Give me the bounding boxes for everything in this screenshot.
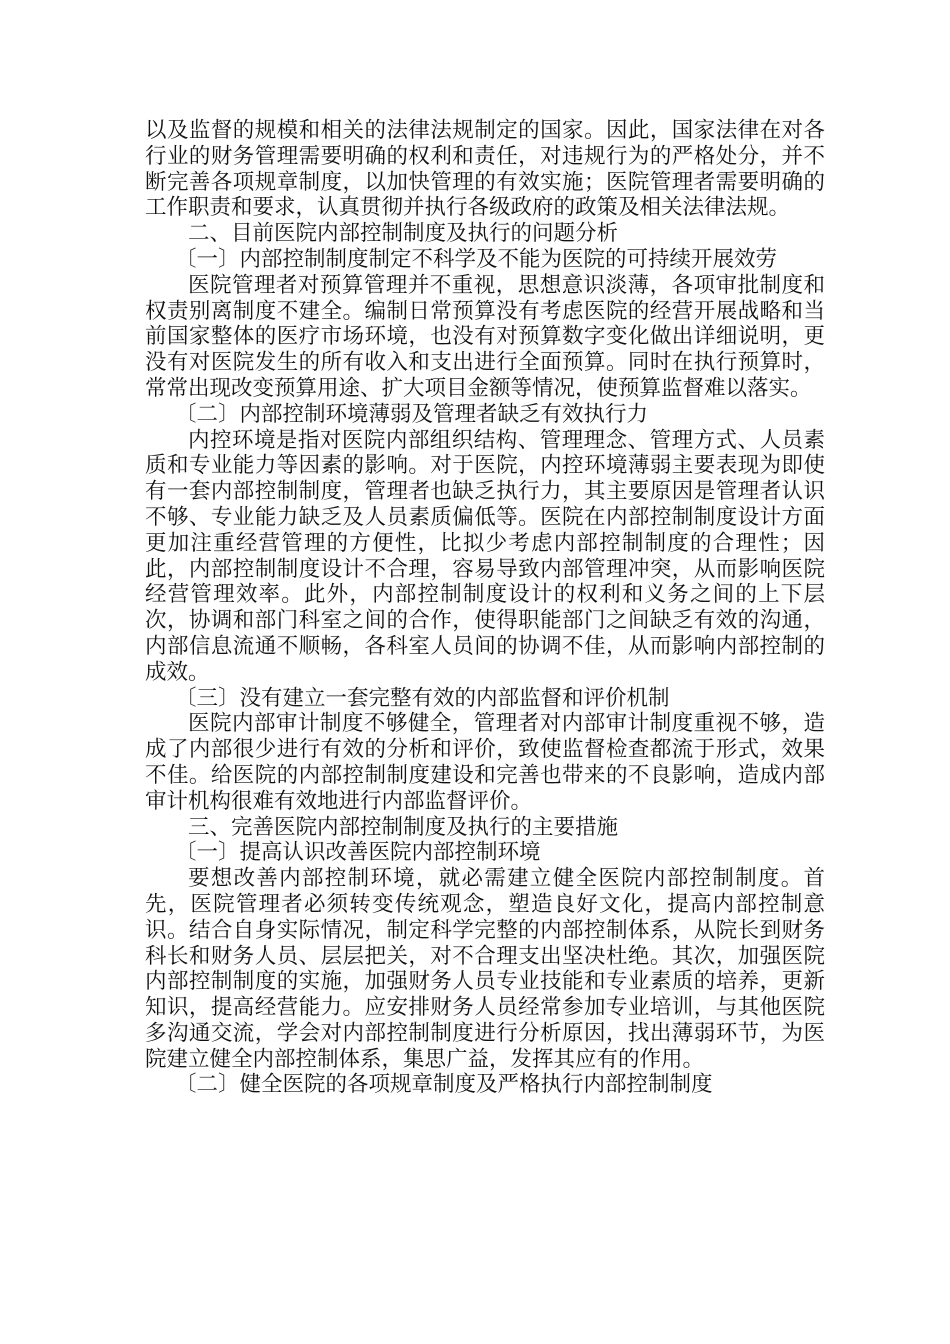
body-paragraph: 以及监督的规模和相关的法律法规制定的国家。因此，国家法律在对各行业的财务管理需要明确的权利和责任，对违规行为的严格处分，并不断完善各项规章制度，以加快管理的有效实施；医院管理者需要明确的工作职责和要求，认真贯彻并执行各级政府的政策及相关法律法规。 [145,118,825,221]
section-heading: 二、目前医院内部控制制度及执行的问题分析 [188,221,619,247]
document-body [145,118,825,1098]
body-paragraph: 内控环境是指对医院内部组织结构、管理理念、管理方式、人员素质和专业能力等因素的影响。对于医院，内控环境薄弱主要表现为即使有一套内部控制制度，管理者也缺乏执行力，其主要原因是管理者认识不够、专业能力缺乏及人员素质偏低等。医院在内部控制制度设计方面更加注重经营管理的方便性，比拟少考虑内部控制制度的合理性；因此，内部控制制度设计不合理，容易导致内部管理冲突，从而影响医院经营管理效率。此外，内部控制制度设计的权利和义务之间的上下层次，协调和部门科室之间的合作，使得职能部门之间缺乏有效的沟通，内部信息流通不顺畅，各科室人员间的协调不佳，从而影响内部控制的成效。 [145,427,825,685]
subsection-heading: 〔二〕内部控制环境薄弱及管理者缺乏有效执行力 [175,401,649,427]
subsection-heading: 〔一〕内部控制制度制定不科学及不能为医院的可持续开展效劳 [175,246,778,272]
body-paragraph: 医院管理者对预算管理并不重视，思想意识淡薄，各项审批制度和权责别离制度不建全。编制日常预算没有考虑医院的经营开展战略和当前国家整体的医疗市场环境，也没有对预算数字变化做出详细说明，更没有对医院发生的所有收入和支出进行全面预算。同时在执行预算时，常常出现改变预算用途、扩大项目金额等情况，使预算监督难以落实。 [145,272,825,401]
subsection-heading: 〔三〕没有建立一套完整有效的内部监督和评价机制 [175,685,670,711]
subsection-heading: 〔一〕提高认识改善医院内部控制环境 [175,840,541,866]
body-paragraph: 医院内部审计制度不够健全，管理者对内部审计制度重视不够，造成了内部很少进行有效的分析和评价，致使监督检查都流于形式，效果不佳。给医院的内部控制制度建设和完善也带来的不良影响，造成内部审计机构很难有效地进行内部监督评价。 [145,711,825,814]
section-heading: 三、完善医院内部控制制度及执行的主要措施 [188,814,619,840]
body-paragraph: 要想改善内部控制环境，就必需建立健全医院内部控制制度。首先，医院管理者必须转变传统观念，塑造良好文化，提高内部控制意识。结合自身实际情况，制定科学完整的内部控制体系，从院长到财务科长和财务人员、层层把关，对不合理支出坚决杜绝。其次，加强医院内部控制制度的实施，加强财务人员专业技能和专业素质的培养，更新知识，提高经营能力。应安排财务人员经常参加专业培训，与其他医院多沟通交流，学会对内部控制制度进行分析原因，找出薄弱环节，为医院建立健全内部控制体系，集思广益，发挥其应有的作用。 [145,866,825,1072]
subsection-heading: 〔二〕健全医院的各项规章制度及严格执行内部控制制度 [175,1072,713,1098]
